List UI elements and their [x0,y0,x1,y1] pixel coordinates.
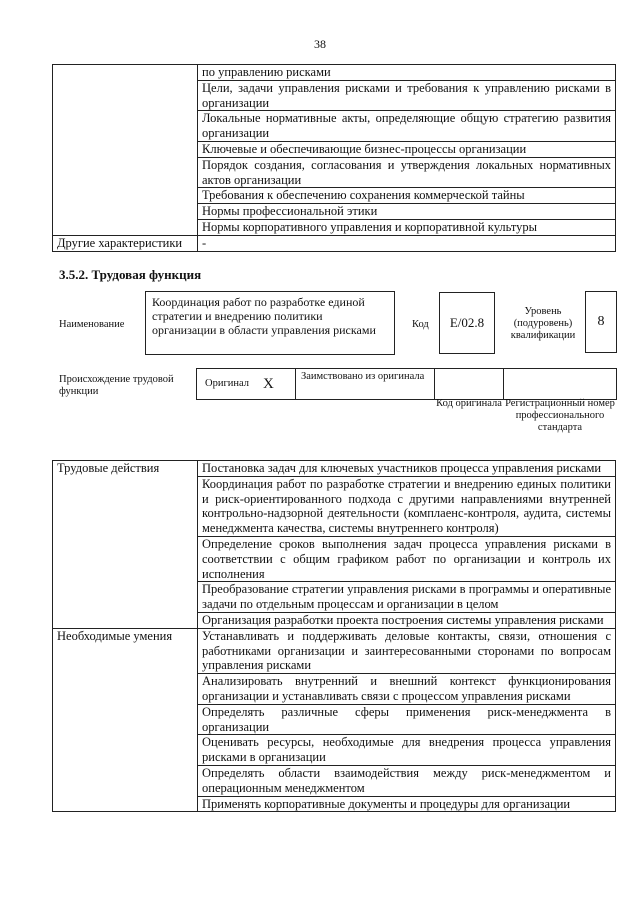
table-row [53,628,616,673]
table-cell: Определять области взаимодействия между риск-менеджментом и операционным менеджментом [198,765,616,796]
table-cell: Локальные нормативные акты, определяющие общую стратегию развития организации [198,111,616,142]
table-cell: по управлению рисками [198,65,616,81]
table-cell: Применять корпоративные документы и процедуры для организации [198,796,616,812]
function-code-box: E/02.8 [439,292,495,354]
labor-actions-label: Трудовые действия [53,461,198,629]
table-cell: Постановка задач для ключевых участников процесса управления рисками [198,461,616,477]
table-cell: Ключевые и обеспечивающие бизнес-процессы организации [198,141,616,157]
other-characteristics-label: Другие характеристики [53,235,198,251]
qualification-level-label: Уровень (подуровень) квалификации [510,306,576,341]
original-code-box [434,368,504,400]
page-number: 38 [314,37,326,51]
table-cell: Организация разработки проекта построения системы управления рисками [198,612,616,628]
table-cell: Требования к обеспечению сохранения коммерческой тайны [198,188,616,204]
original-box [196,368,296,400]
name-label: Наименование [59,319,125,330]
code-label: Код [412,319,429,330]
knowledge-table [52,64,616,252]
table-cell: Порядок создания, согласования и утверждения локальных нормативных актов организации [198,157,616,188]
qualification-level-box: 8 [585,291,617,353]
registration-number-box [503,368,617,400]
table-cell: Анализировать внутренний и внешний контекст функционирования организации и устанавливать связи с процессом управления рисками [198,674,616,705]
other-characteristics-value: - [198,235,616,251]
original-mark: X [263,376,274,392]
table-cell: Оценивать ресурсы, необходимые для внедрения процесса управления рисками в организации [198,735,616,766]
registration-number-caption: Регистрационный номер профессионального стандарта [505,398,615,433]
table-cell: Цели, задачи управления рисками и требования к управлению рисками в организации [198,80,616,111]
table-cell: Определение сроков выполнения задач процесса управления рисками в соответствии с общим графиком работ по организации и контроль их исполнения [198,536,616,581]
table-row [53,235,616,251]
original-label: Оригинал [205,378,249,389]
table-row [53,65,616,81]
table-cell: Определять различные сферы применения риск-менеджмента в организации [198,704,616,735]
table-cell: Устанавливать и поддерживать деловые контакты, связи, отношения с работниками организации и заинтересованными сторонами по вопросам управления рисками [198,628,616,673]
table-cell: Преобразование стратегии управления рисками в программы и оперативные задачи по отдельным процессам и организации в целом [198,582,616,613]
table-row [53,461,616,477]
origin-label: Происхождение трудовой функции [59,374,174,397]
table-cell: Нормы профессиональной этики [198,204,616,220]
section-heading: 3.5.2. Трудовая функция [59,267,202,282]
original-code-caption: Код оригинала [436,398,502,409]
function-name-box: Координация работ по разработке единой стратегии и внедрению политики организации в области управления рисками [145,291,395,355]
borrowed-box: Заимствовано из оригинала [295,368,435,400]
required-skills-label: Необходимые умения [53,628,198,812]
table-cell: Нормы корпоративного управления и корпоративной культуры [198,219,616,235]
function-details-table [52,460,616,812]
empty-label-cell [53,65,198,236]
table-cell: Координация работ по разработке стратегии и внедрению единых политики и риск-ориентированного подхода с другими направлениями внутренней контрольно-надзорной деятельности (комплаенс-контроля, аудита, системы менеджмента качества, системы внутреннего контроля) [198,476,616,536]
